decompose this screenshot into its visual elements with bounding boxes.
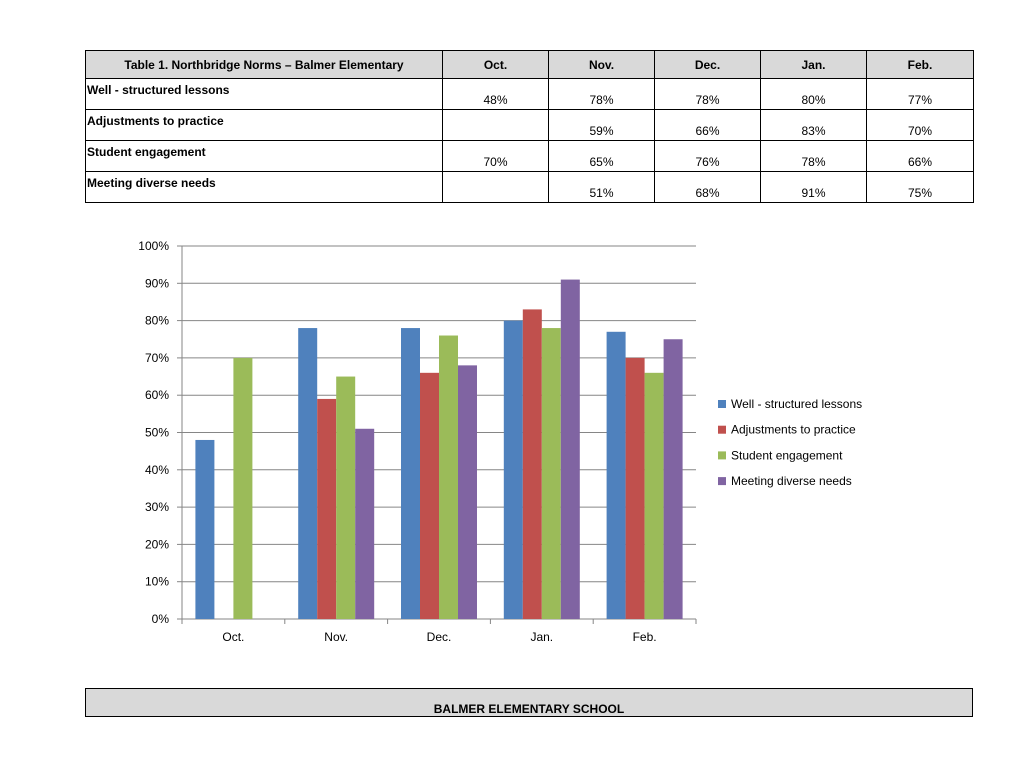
bar [233, 358, 252, 619]
school-name-footer: BALMER ELEMENTARY SCHOOL [85, 688, 973, 717]
bar [401, 328, 420, 619]
column-header-dec: Dec. [655, 51, 761, 79]
bar [645, 373, 664, 619]
row-label: Adjustments to practice [86, 110, 443, 141]
y-tick-label: 50% [144, 425, 169, 440]
table-cell: 80% [761, 79, 867, 110]
table-cell: 66% [655, 110, 761, 141]
bar [458, 365, 477, 619]
bar [523, 309, 542, 619]
x-tick-label: Dec. [426, 630, 452, 644]
legend-label: Meeting diverse needs [731, 474, 852, 489]
x-tick-label: Nov. [324, 630, 349, 644]
bar [336, 377, 355, 619]
column-header-feb: Feb. [867, 51, 974, 79]
bar [542, 328, 561, 619]
bar [504, 321, 523, 619]
table-cell: 70% [867, 110, 974, 141]
bar [317, 399, 336, 619]
table-cell: 78% [655, 79, 761, 110]
legend-label: Adjustments to practice [731, 422, 856, 437]
table-title: Table 1. Northbridge Norms – Balmer Elementary [86, 51, 443, 79]
legend-swatch [718, 400, 726, 408]
row-label: Meeting diverse needs [86, 172, 443, 203]
bar [561, 280, 580, 619]
bar [420, 373, 439, 619]
table-cell: 48% [443, 79, 549, 110]
y-tick-label: 80% [144, 313, 169, 328]
table-cell: 76% [655, 141, 761, 172]
y-tick-label: 0% [151, 612, 169, 626]
table-cell: 91% [761, 172, 867, 203]
y-tick-label: 30% [144, 500, 169, 515]
row-label: Well - structured lessons [86, 79, 443, 110]
bar [607, 332, 626, 619]
table-cell: 75% [867, 172, 974, 203]
table-cell: 68% [655, 172, 761, 203]
y-tick-label: 70% [144, 350, 169, 365]
table-cell: 70% [443, 141, 549, 172]
table-cell: 78% [761, 141, 867, 172]
column-header-jan: Jan. [761, 51, 867, 79]
legend-swatch [718, 451, 726, 459]
x-tick-label: Oct. [222, 630, 245, 644]
x-tick-label: Jan. [530, 630, 554, 644]
bar [664, 339, 683, 619]
y-tick-label: 40% [144, 462, 169, 477]
y-tick-label: 20% [144, 537, 169, 552]
x-tick-label: Feb. [632, 630, 657, 644]
table-cell: 77% [867, 79, 974, 110]
row-label: Student engagement [86, 141, 443, 172]
y-tick-label: 60% [144, 388, 169, 403]
bar [439, 336, 458, 619]
bar [355, 429, 374, 619]
legend-swatch [718, 426, 726, 434]
y-tick-label: 10% [144, 574, 169, 589]
table-cell: 51% [549, 172, 655, 203]
table-cell: 78% [549, 79, 655, 110]
bar [195, 440, 214, 619]
bar [298, 328, 317, 619]
bar [626, 358, 645, 619]
y-tick-label: 90% [144, 276, 169, 291]
table-cell: 59% [549, 110, 655, 141]
column-header-oct: Oct. [443, 51, 549, 79]
legend-swatch [718, 477, 726, 485]
legend-label: Student engagement [731, 448, 843, 463]
legend-label: Well - structured lessons [731, 397, 863, 411]
column-header-nov: Nov. [549, 51, 655, 79]
table-cell: 65% [549, 141, 655, 172]
table-cell: 83% [761, 110, 867, 141]
y-tick-label: 100% [138, 239, 169, 253]
table-cell: 66% [867, 141, 974, 172]
